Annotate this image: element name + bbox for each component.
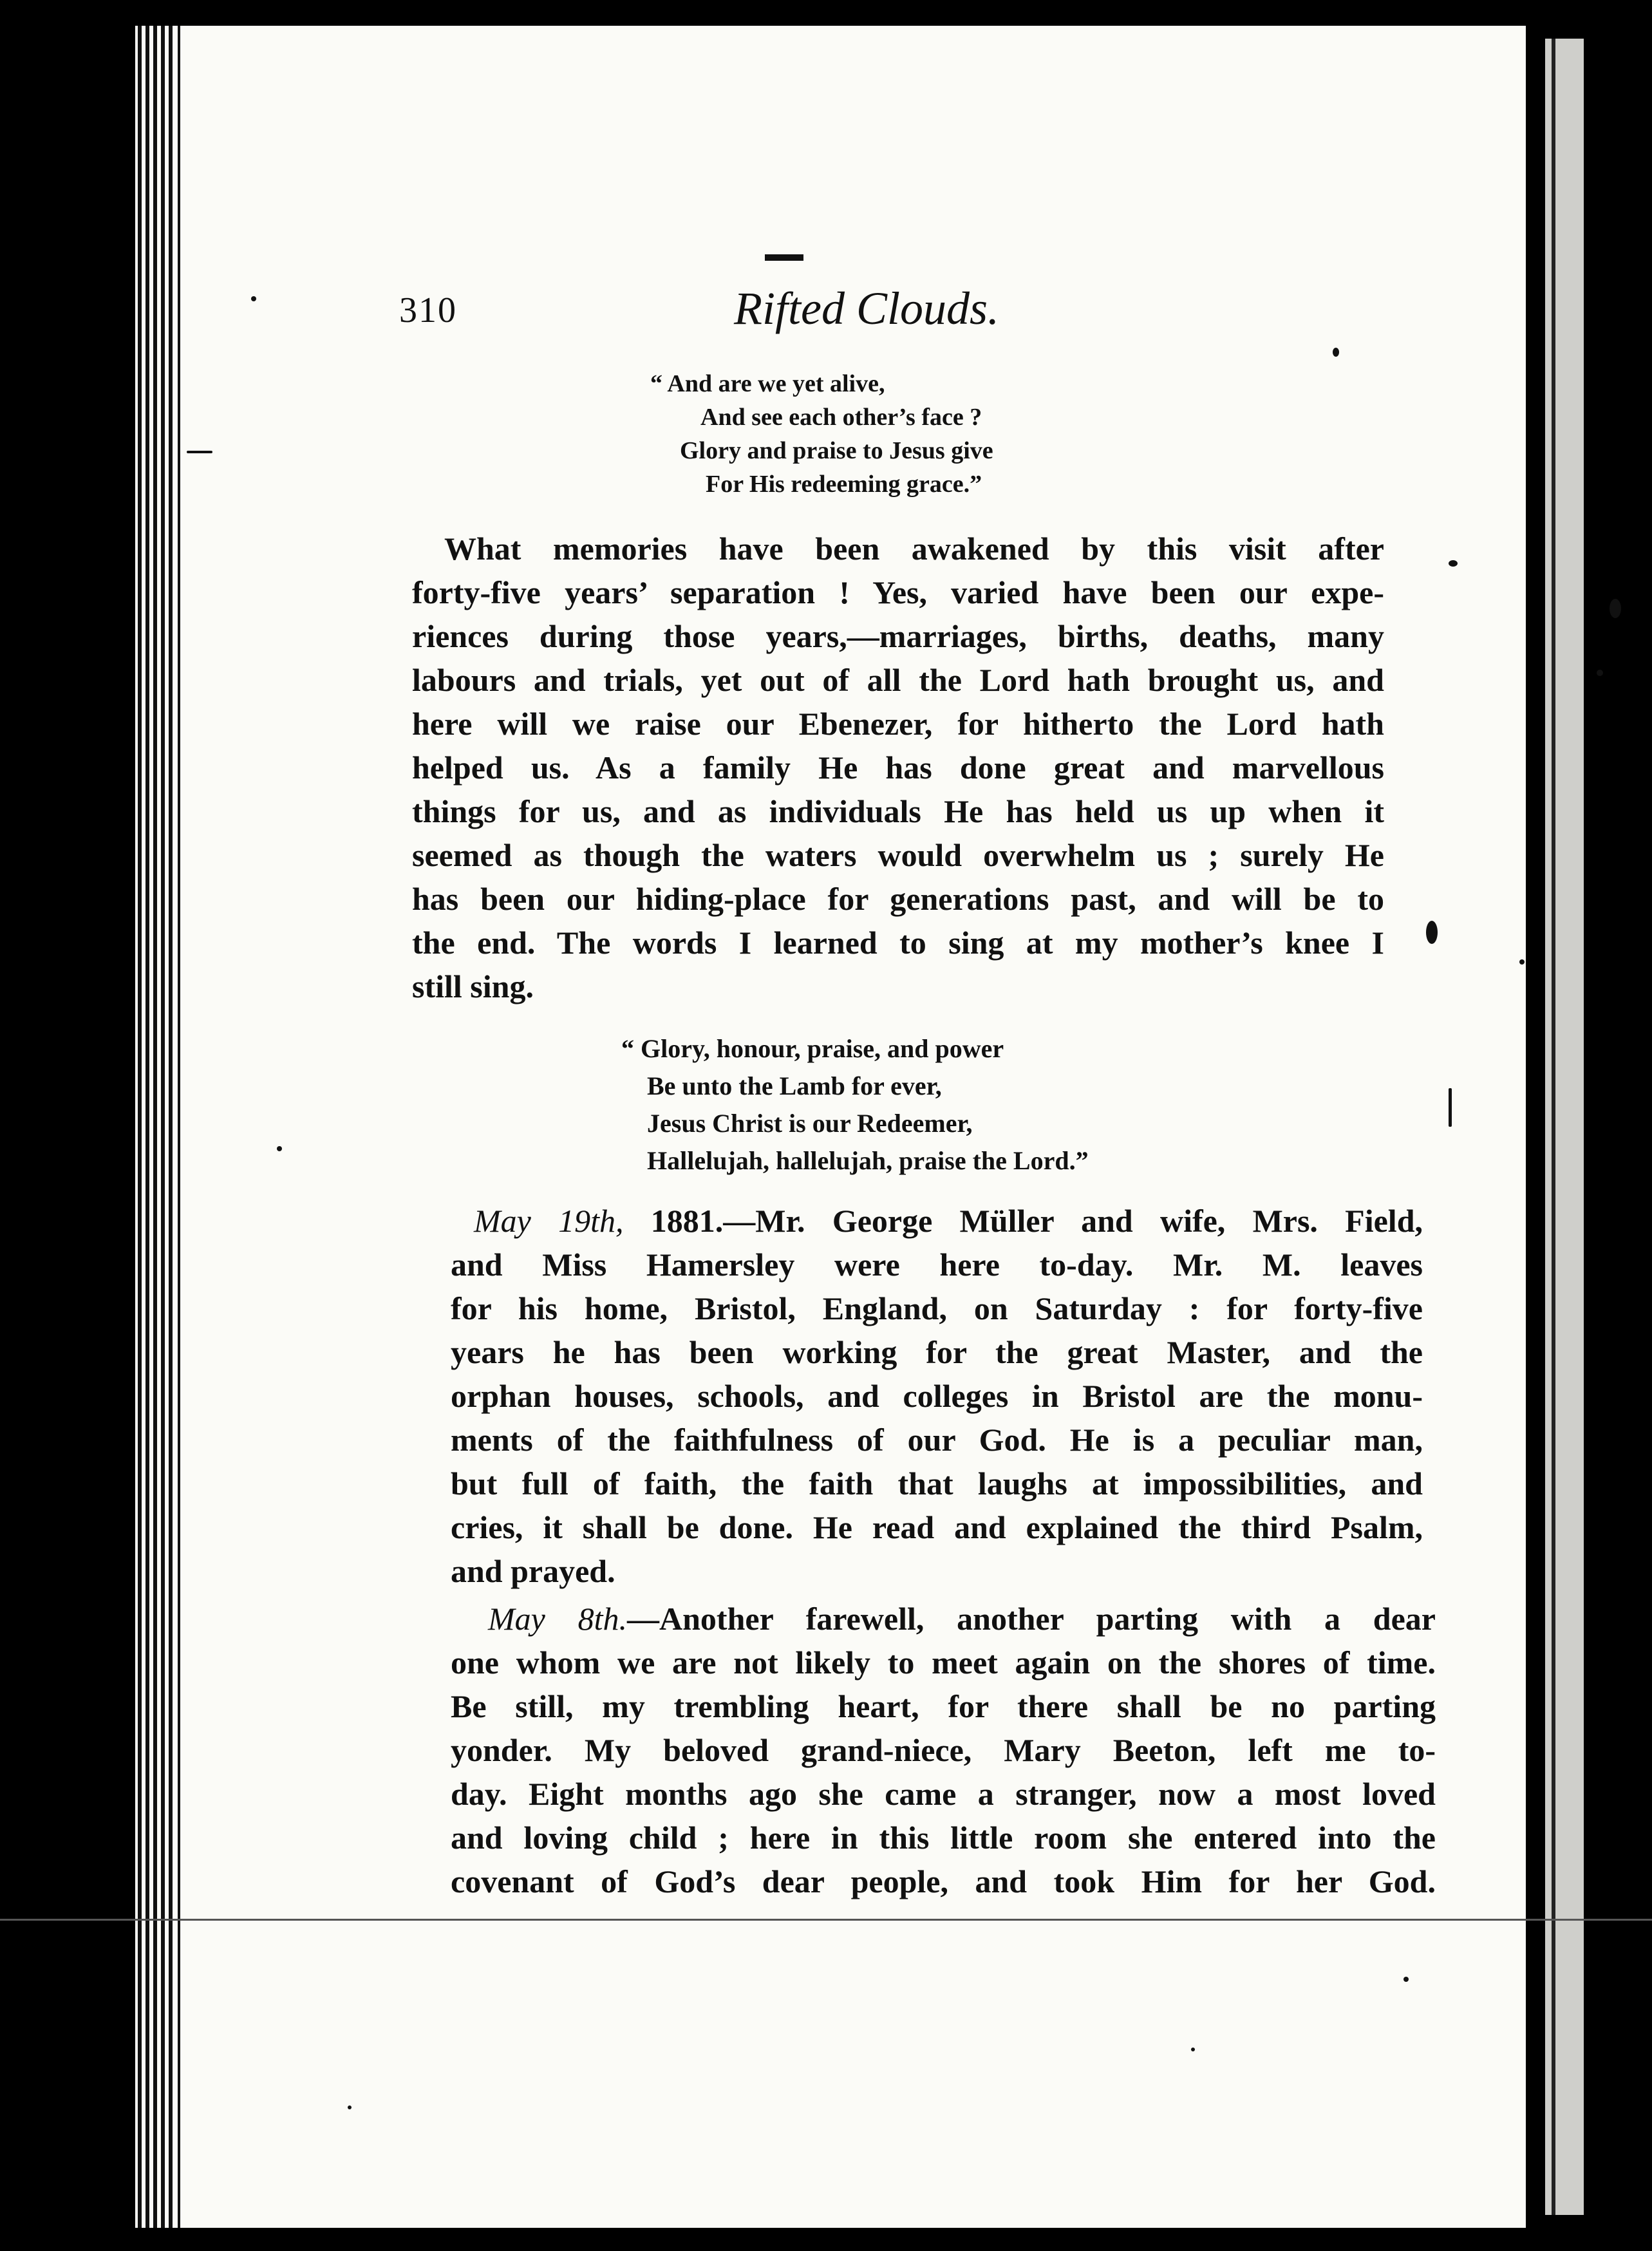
text-line: and Miss Hamersley were here to-day. Mr. M. leaves xyxy=(451,1247,1423,1283)
verse-line: Be unto the Lamb for ever, xyxy=(647,1071,942,1100)
text-line: still sing. xyxy=(412,968,534,1004)
text-line: for his home, Bristol, England, on Saturday : for forty-five xyxy=(451,1290,1423,1326)
running-head xyxy=(399,283,1365,341)
text-line: forty-five years’ separation ! Yes, varied have been our expe- xyxy=(412,574,1384,610)
text-line: the end. The words I learned to sing at my mother’s knee I xyxy=(412,925,1384,961)
scan-speck xyxy=(187,451,212,453)
page-number: 310 xyxy=(399,290,457,330)
scan-speck xyxy=(1403,1977,1409,1982)
text-line: seemed as though the waters would overwhelm us ; surely He xyxy=(412,837,1384,873)
scan-speck xyxy=(1597,670,1603,676)
page-edge xyxy=(153,26,157,2228)
text-line: years he has been working for the great Master, and the xyxy=(451,1334,1423,1370)
text-line: riences during those years,—marriages, births, deaths, many xyxy=(412,618,1384,654)
verse-2 xyxy=(621,1030,1089,1180)
text-line: one whom we are not likely to meet again on the shores of time. xyxy=(451,1644,1436,1681)
page-edge xyxy=(178,26,180,2228)
text-line: Be still, my trembling heart, for there shall be no parting xyxy=(451,1688,1436,1724)
head-ornament xyxy=(765,254,803,261)
scan-speck xyxy=(1333,348,1339,357)
scan-speck xyxy=(1449,1088,1452,1127)
page-edge xyxy=(145,26,149,2228)
text-fragment: 1881.—Mr. George Müller and wife, Mrs. Field, xyxy=(623,1203,1423,1239)
scan-speck xyxy=(1191,2048,1195,2051)
page-edge xyxy=(161,26,165,2228)
text-line: orphan houses, schools, and colleges in Bristol are the monu- xyxy=(451,1378,1423,1414)
text-line: What memories have been awakened by this visit after xyxy=(444,531,1384,567)
text-line: and loving child ; here in this little room she entered into the xyxy=(451,1820,1436,1856)
running-title: Rifted Clouds. xyxy=(734,283,999,334)
entry-date: May 19th, xyxy=(474,1203,624,1239)
verse-line: Jesus Christ is our Redeemer, xyxy=(647,1109,973,1138)
verse-line: And see each other’s face ? xyxy=(700,404,982,431)
verse-line: Glory and praise to Jesus give xyxy=(680,437,993,464)
text-line: has been our hiding-place for generations past, and will be to xyxy=(412,881,1384,917)
text-line xyxy=(451,1199,1423,1243)
paragraph-1 xyxy=(412,527,1384,1008)
scan-speck xyxy=(1610,599,1621,618)
page-edge xyxy=(138,26,142,2228)
text-line: yonder. My beloved grand-niece, Mary Beeton, left me to- xyxy=(451,1732,1436,1768)
text-line: cries, it shall be done. He read and explained the third Psalm, xyxy=(451,1509,1423,1545)
text-line: helped us. As a family He has done great and marvellous xyxy=(412,749,1384,786)
text-line xyxy=(451,1597,1436,1641)
verse-1 xyxy=(650,367,993,501)
text-line: things for us, and as individuals He has held us up when it xyxy=(412,793,1384,829)
paragraph-3 xyxy=(451,1597,1436,1903)
text-line: and prayed. xyxy=(451,1553,615,1589)
scan-speck xyxy=(348,2105,352,2109)
text-line: day. Eight months ago she came a stranger, now a most loved xyxy=(451,1776,1436,1812)
scan-speck xyxy=(277,1146,282,1151)
next-page-edge xyxy=(1545,39,1584,2215)
scan-speck xyxy=(1426,921,1438,944)
text-fragment: —Another farewell, another parting with a dear xyxy=(627,1601,1436,1637)
paragraph-2 xyxy=(451,1199,1423,1593)
text-line: here will we raise our Ebenezer, for hitherto the Lord hath xyxy=(412,706,1384,742)
page-edge xyxy=(169,26,173,2228)
scan-rule xyxy=(0,1919,1652,1921)
scan-speck xyxy=(1449,560,1458,567)
text-line: ments of the faithfulness of our God. He is a peculiar man, xyxy=(451,1422,1423,1458)
verse-line: Hallelujah, hallelujah, praise the Lord.” xyxy=(647,1146,1089,1175)
scan-speck xyxy=(251,296,256,301)
verse-line: “ And are we yet alive, xyxy=(650,370,885,397)
scan-speck xyxy=(1519,959,1525,965)
entry-date: May 8th. xyxy=(488,1601,628,1637)
text-line: but full of faith, the faith that laughs at impossibilities, and xyxy=(451,1465,1423,1502)
text-line: labours and trials, yet out of all the Lord hath brought us, and xyxy=(412,662,1384,698)
verse-line: “ Glory, honour, praise, and power xyxy=(621,1034,1004,1063)
text-line: covenant of God’s dear people, and took Him for her God. xyxy=(451,1863,1436,1899)
verse-line: For His redeeming grace.” xyxy=(706,471,982,498)
